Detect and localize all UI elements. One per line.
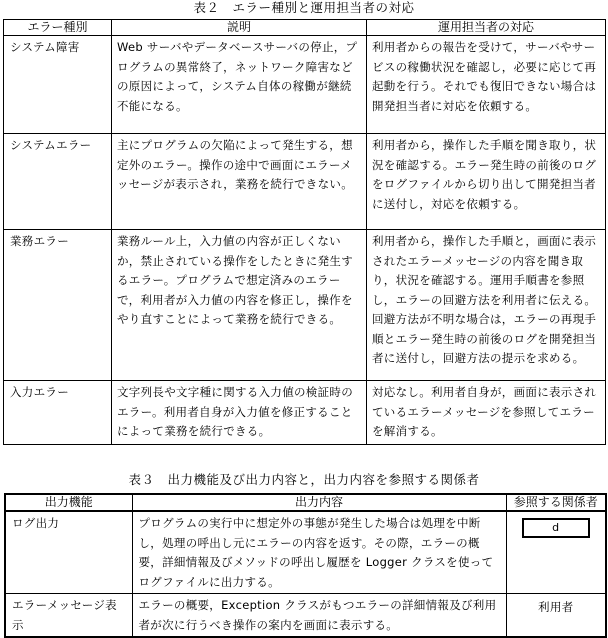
table2-caption: 表２ エラー種別と運用担当者の対応 [193,0,415,15]
response-cell: 対応なし。利用者自身が，画面に表示されているエラーメッセージを参照してエラーを解消する。 [367,381,606,445]
output-function-table [4,493,607,638]
table-row [4,230,606,381]
table3-caption: 表３ 出力機能及び出力内容と，出力内容を参照する関係者 [128,472,480,487]
table-row [4,381,606,445]
response-cell: 利用者から，操作した手順を聞き取り，状況を確認する。エラー発生時の前後のログをログファイルから切り出して開発担当者に送付し，対応を依頼する。 [367,134,606,230]
header-output-content: 出力内容 [132,494,506,511]
header-description: 説明 [112,20,367,36]
error-type-cell: 業務エラー [4,230,112,381]
description-cell: Web サーバやデータベースサーバの停止，プログラムの異常終了，ネットワーク障害などの原因によって，システム自体の稼働が継続不能になる。 [112,36,367,134]
header-error-type: エラー種別 [4,20,112,36]
table-header-row [5,494,606,511]
description-cell: 文字列長や文字種に関する入力値の検証時のエラー。利用者自身が入力値を修正することによって業務を続行できる。 [112,381,367,445]
table-row [4,134,606,230]
blank-d-answer-box[interactable]: d [522,518,590,538]
output-content-cell: エラーの概要，Exception クラスがもつエラーの詳細情報及び利用者が次に行うべき操作の案内を画面に表示する。 [132,594,506,638]
reference-cell [506,511,606,594]
error-type-cell: システム障害 [4,36,112,134]
error-type-cell: 入力エラー [4,381,112,445]
description-cell: 主にプログラムの欠陥によって発生する，想定外のエラー。操作の途中で画面にエラーメッセージが表示され，業務を続行できない。 [112,134,367,230]
description-cell: 業務ルール上，入力値の内容が正しくないか，禁止されている操作をしたときに発生するエラー。プログラムで想定済みのエラーで，利用者が入力値の内容を修正し，操作をやり直すことによって業務を続行できる。 [112,230,367,381]
table-row [4,36,606,134]
table-header-row [4,20,606,36]
table-row [5,594,606,638]
output-function-cell: エラーメッセージ表示 [5,594,132,638]
table-row [5,511,606,594]
response-cell: 利用者から，操作した手順と，画面に表示されたエラーメッセージの内容を聞き取り，状況を確認する。運用手順書を参照し，エラーの回避方法を利用者に伝える。回避方法が不明な場合は，エラーの再現手順とエラー発生時の前後のログを開発担当者に送付し，回避方法の提示を求める。 [367,230,606,381]
output-content-cell: プログラムの実行中に想定外の事態が発生した場合は処理を中断し，処理の呼出し元にエラーの内容を返す。その際，エラーの概要，詳細情報及びメソッドの呼出し履歴を Logger クラスを使ってログファイルに出力する。 [132,511,506,594]
response-cell: 利用者からの報告を受けて，サーバやサービスの稼働状況を確認し，必要に応じて再起動を行う。それでも復旧できない場合は開発担当者に対応を依頼する。 [367,36,606,134]
error-type-cell: システムエラー [4,134,112,230]
header-reference: 参照する関係者 [506,494,606,511]
header-output-function: 出力機能 [5,494,132,511]
reference-cell: 利用者 [506,594,606,638]
output-function-cell: ログ出力 [5,511,132,594]
header-response: 運用担当者の対応 [367,20,606,36]
error-type-table [3,19,606,445]
